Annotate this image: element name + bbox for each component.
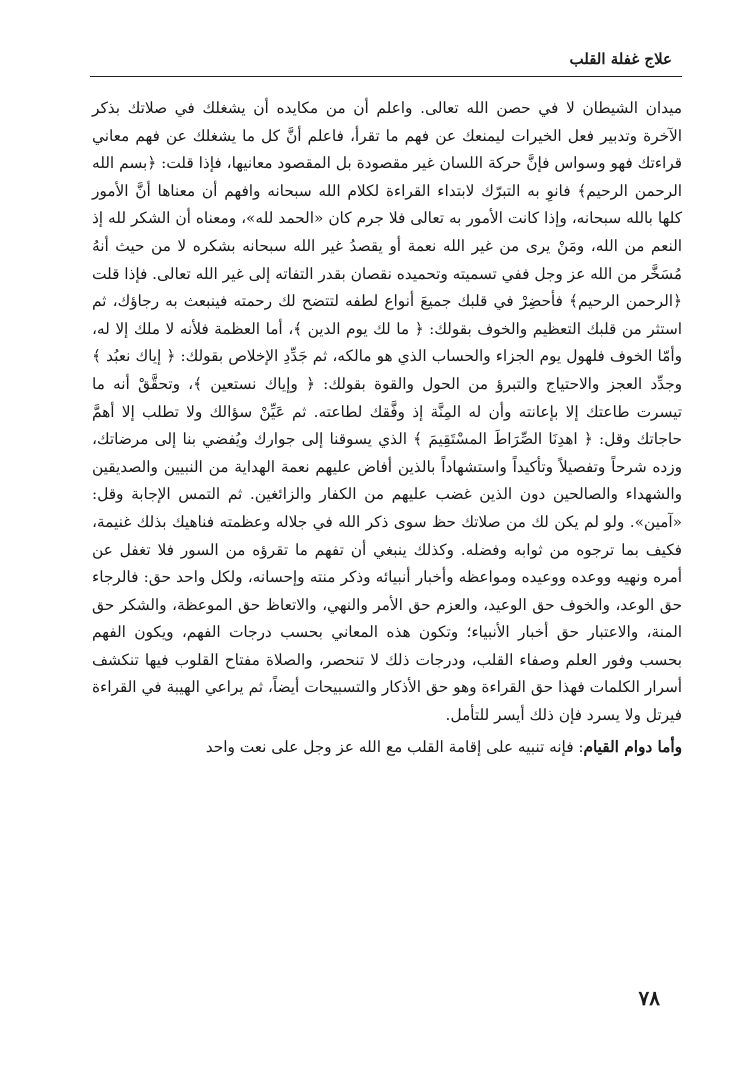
paragraph-lead-phrase: وأما دوام القيام	[583, 737, 682, 756]
paragraph: ميدان الشيطان لا في حصن الله تعالى. واعلم أن من مكايده أن يشغلك في صلاتك بذكر الآخرة وتدبير فعل الخيرات ليمنعك عن فهم ما تقرأ، فاعلم أنَّ كل ما يشغلك عن فهم معاني قراءتك فهو وسواس فإنَّ حركة اللسان غير مقصودة بل المقصود معانيها، فإذا قلت: ﴿بسم الله الرحمن الرحيم﴾ فانوِ به التبرّك لابتداء القراءة لكلام الله سبحانه وافهم أن معناها أنَّ الأمور كلها بالله سبحانه، وإذا كانت الأمور به تعالى فلا جرم كان «الحمد لله»، ومعناه أن الشكر لله إذ النعم من الله، ومَنْ يرى من غير الله نعمة أو يقصدُ غير الله سبحانه بشكره لا من حيث أنهُ مُسَخَّر من الله عز وجل ففي تسميته وتحميده نقصان بقدر التفاته إلى غير الله تعالى. فإذا قلت ﴿الرحمن الرحيم﴾ فأحضِرْ في قلبك جميعَ أنواع لطفه لتتضح لك رحمته فينبعث به رجاؤك، ثم استثر من قلبك التعظيم والخوف بقولك: ﴿ ما لك يوم الدين ﴾، أما العظمة فلأنه لا ملك إلا له، وأمّا الخوف فلهول يوم الجزاء والحساب الذي هو مالكه، ثم جَدِّدِ الإخلاص بقولك: ﴿ إياك نعبُد ﴾ وجدِّد العجز والاحتياج والتبرؤ من الحول والقوة بقولك: ﴿ وإياك نستعين ﴾، وتحقَّقْ أنه ما تيسرت طاعتك إلا بإعانته وأن له المِنَّة إذ وفَّقك لطاعته. ثم عَيِّنْ سؤالك ولا تطلب إلا أهمَّ حاجاتك وقل: ﴿ اهدِنَا الصِّرَاطَ المسْتَقِيمَ ﴾ الذي يسوقنا إلى جوارك ويُفضي بنا إلى مرضاتك، وزده شرحاً وتفصيلاً وتأكيداً واستشهاداً بالذين أفاض عليهم نعمة الهداية من النبيين والصديقين والشهداء والصالحين دون الذين غضب عليهم من الكفار والزائغين. ثم التمس الإجابة وقل: «آمين». ولو لم يكن لك من صلاتك حظ سوى ذكر الله في جلاله وعظمته فناهيك بذلك غنيمة، فكيف بما ترجوه من ثوابه وفضله. وكذلك ينبغي أن تفهم ما تقرؤه من السور فلا تغفل عن أمره ونهيه ووعده ووعيده ومواعظه وأخبار أنبيائه وذكر منته وإحسانه، ولكل واحد حق: فالرجاء حق الوعد، والخوف حق الوعيد، والعزم حق الأمر والنهي، والاتعاظ حق الموعظة، والشكر حق المنة، والاعتبار حق أخبار الأنبياء؛ وتكون هذه المعاني بحسب درجات الفهم، ويكون الفهم بحسب وفور العلم وصفاء القلب، ودرجات ذلك لا تنحصر، والصلاة مفتاح القلوب فيها تنكشف أسرار الكلمات فهذا حق القراءة وهو حق الأذكار والتسبيحات أيضاً، ثم يراعي الهيبة في القراءة فيرتل ولا يسرد فإن ذلك أيسر للتأمل.	[92, 99, 682, 725]
paragraph-text: : فإنه تنبيه على إقامة القلب مع الله عز وجل على نعت واحد	[205, 737, 584, 756]
header-divider	[90, 76, 682, 77]
page-body	[92, 95, 682, 761]
page-number: ٧٨	[638, 986, 660, 1010]
paragraph	[92, 734, 682, 762]
running-header-title: علاج غفلة القلب	[569, 50, 672, 68]
